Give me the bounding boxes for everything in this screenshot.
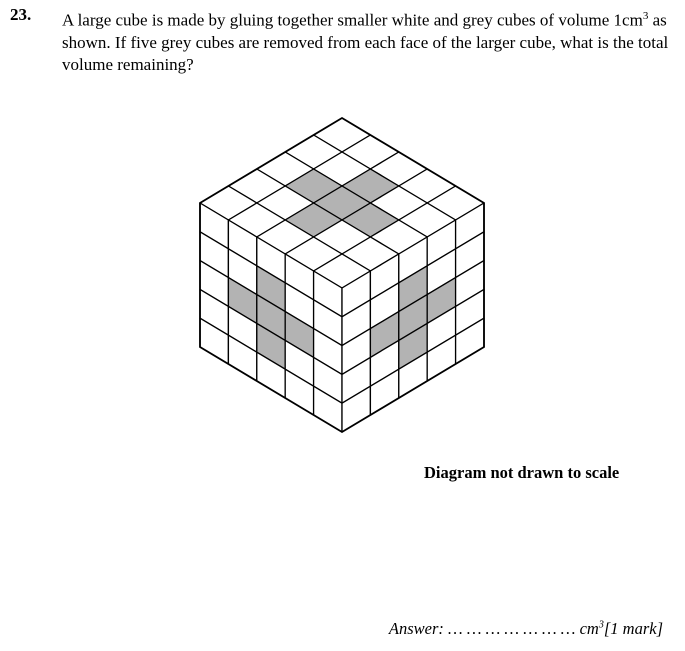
question-text-main: A large cube is made by gluing together smaller white and grey cubes of volume 1cm — [62, 10, 643, 30]
answer-line — [389, 619, 663, 639]
question-text-rest: as shown. If five grey cubes are removed from each face of the larger cube, what is the total volume remaining? — [62, 10, 669, 74]
question-number: 23. — [10, 5, 32, 24]
answer-unit: cm — [579, 619, 599, 638]
answer-dots: … … … … … … … — [443, 619, 580, 638]
answer-label: Answer: — [388, 619, 444, 638]
answer-marks: [1 mark] — [603, 619, 663, 638]
diagram-caption: Diagram not drawn to scale — [424, 463, 620, 482]
answer-unit-superscript: 3 — [598, 619, 604, 631]
question-text-superscript: 3 — [642, 10, 649, 22]
